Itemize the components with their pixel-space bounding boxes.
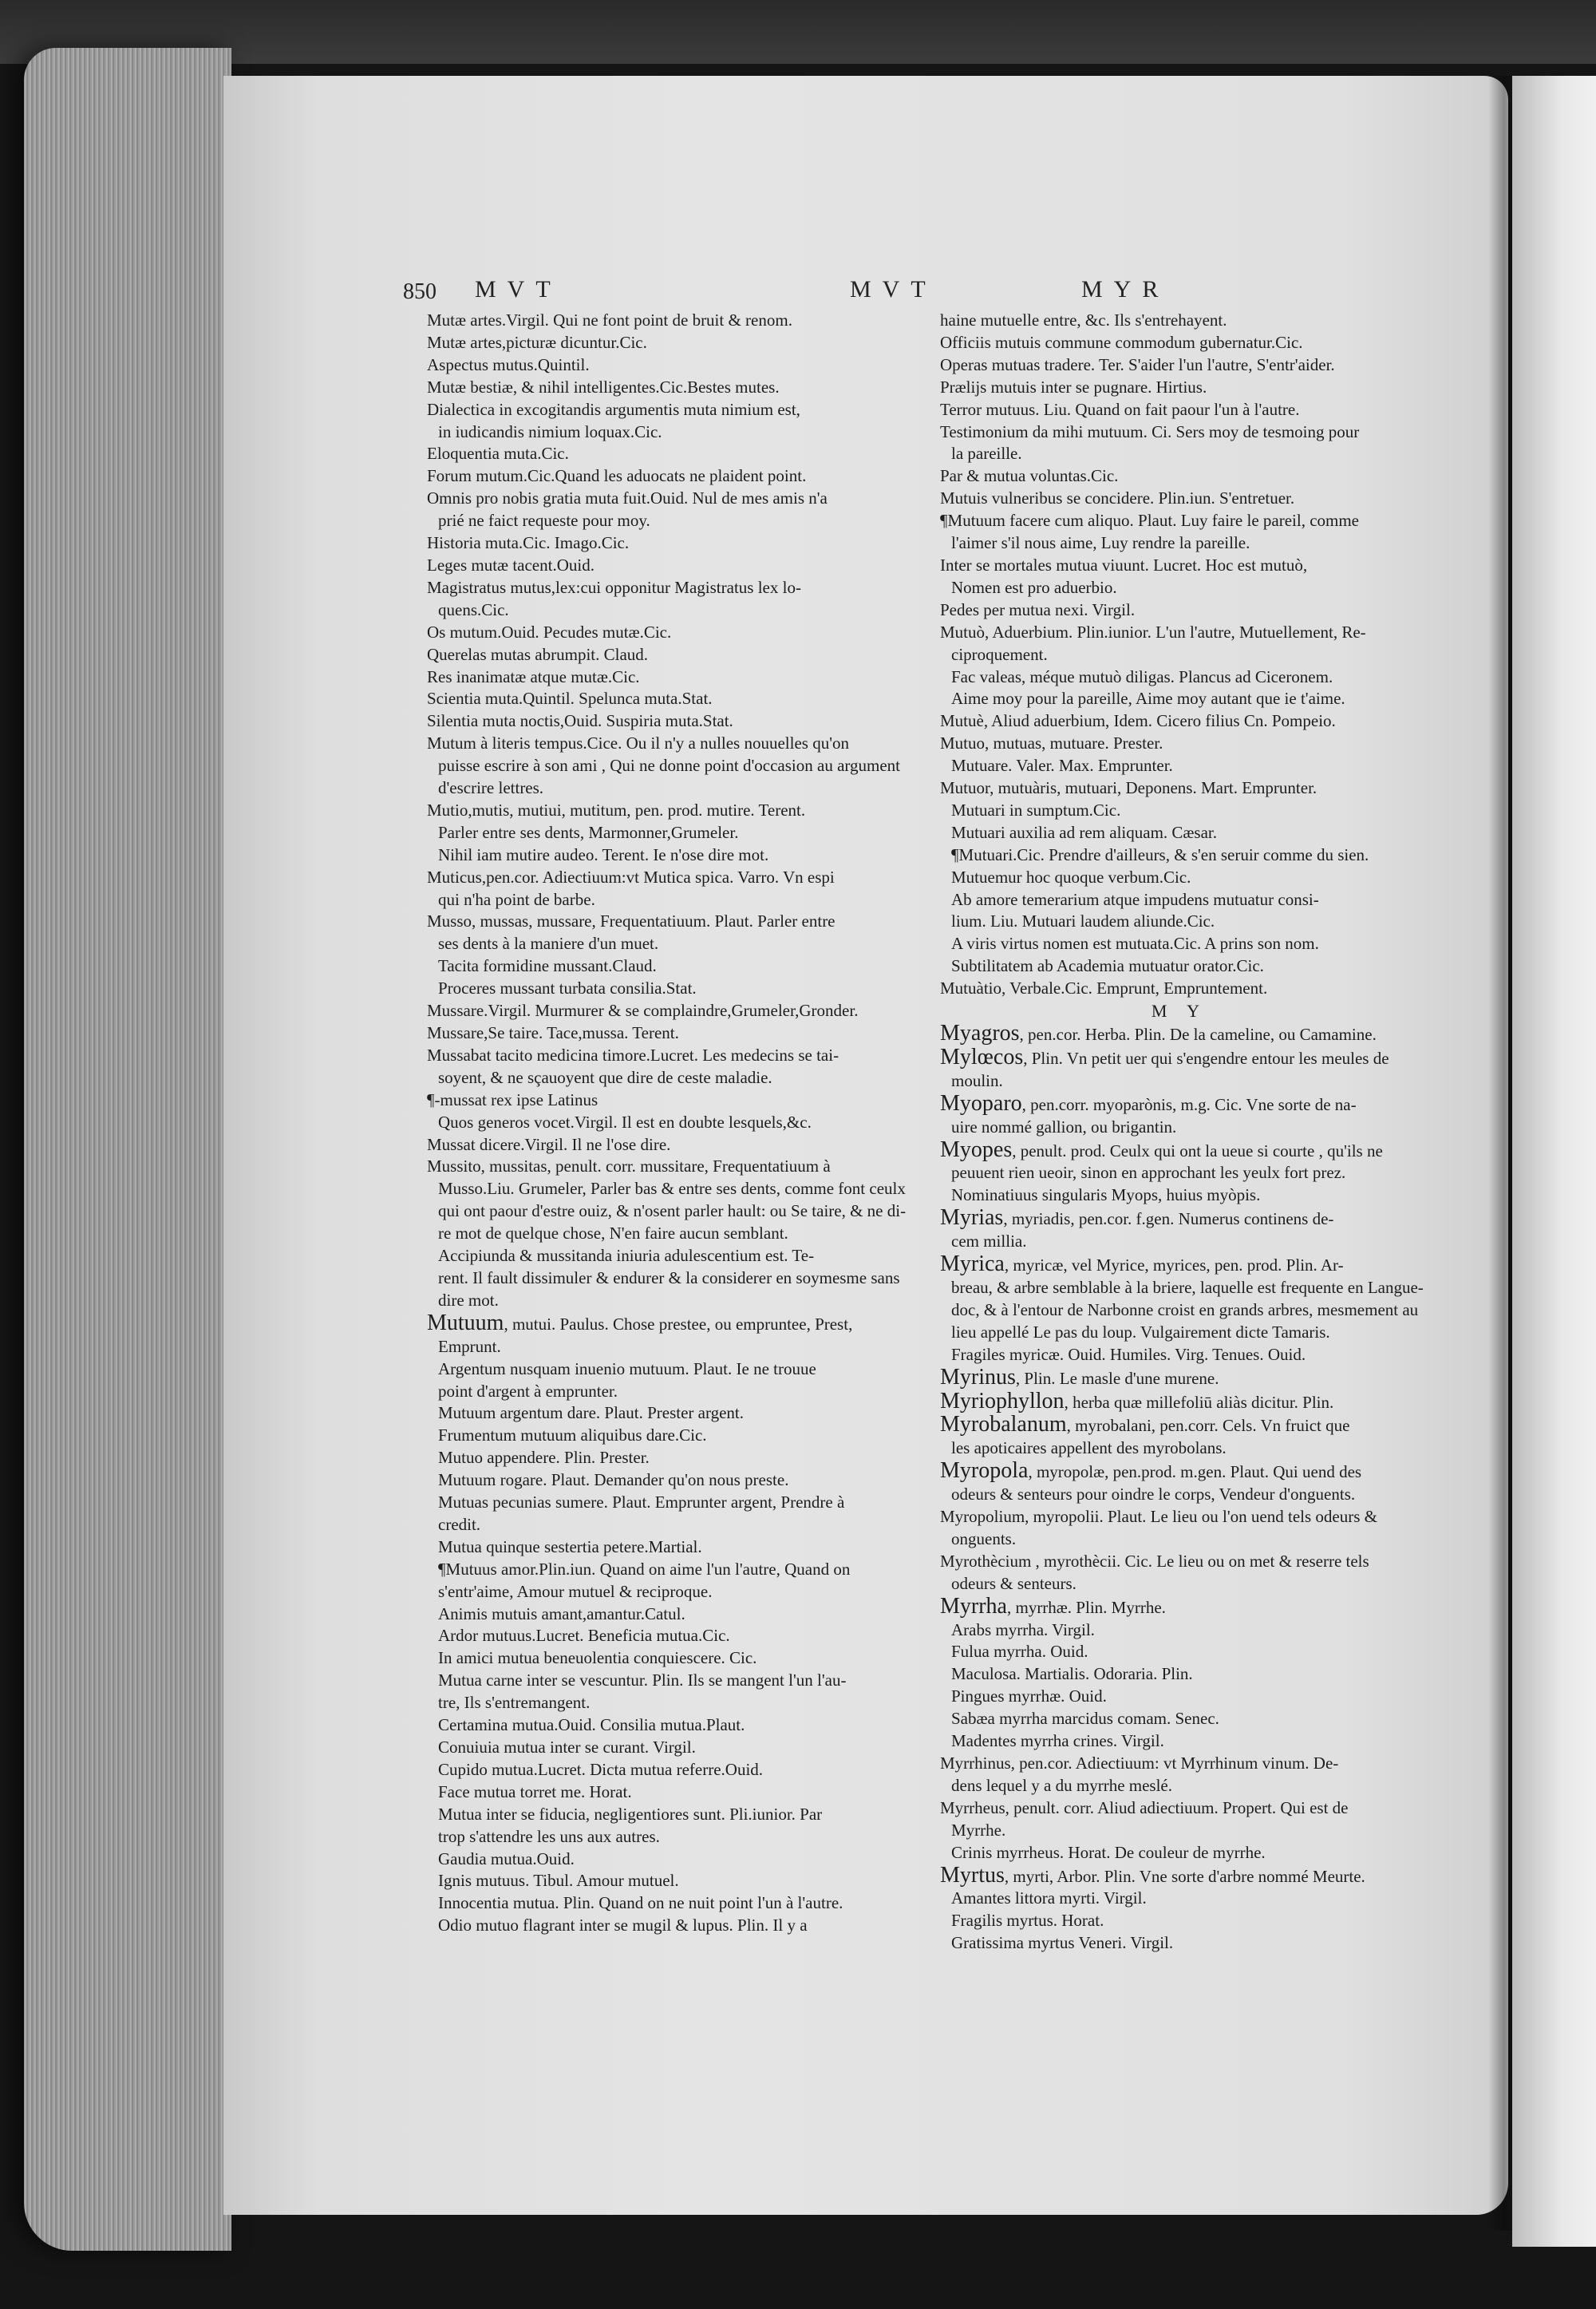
dictionary-headword-line: Myrias, myriadis, pen.cor. f.gen. Numerus continens de-	[940, 1205, 1334, 1231]
dictionary-line: Querelas mutas abrumpit. Claud.	[427, 644, 649, 664]
dictionary-line: breau, & arbre semblable à la briere, laquelle est frequente en Langue-	[951, 1277, 1424, 1297]
dictionary-line: Fragiles myricæ. Ouid. Humiles. Virg. Tenues. Ouid.	[951, 1344, 1306, 1364]
dictionary-line: Ab amore temerarium atque impudens mutuatur consi-	[951, 889, 1319, 909]
dictionary-line: ses dents à la maniere d'un muet.	[438, 934, 659, 954]
headword: Mutuum	[427, 1310, 504, 1335]
dictionary-line: Madentes myrrha crines. Virgil.	[951, 1731, 1164, 1751]
dictionary-line: Mutum à literis tempus.Cice. Ou il n'y a nulles nouuelles qu'on	[427, 733, 849, 753]
dictionary-line: Aime moy pour la pareille, Aime moy autant que ie t'aime.	[951, 689, 1345, 709]
dictionary-line: Res inanimatæ atque mutæ.Cic.	[427, 666, 640, 686]
dictionary-line: Mutæ artes.Virgil. Qui ne font point de bruit & renom.	[427, 310, 792, 330]
dictionary-line: cem millia.	[951, 1232, 1027, 1251]
dictionary-line: onguents.	[951, 1528, 1017, 1548]
dictionary-line: Myrrhinus, pen.cor. Adiectiuum: vt Myrrhinum vinum. De-	[940, 1753, 1339, 1773]
dictionary-line: Emprunt.	[438, 1336, 501, 1356]
dictionary-line: tre, Ils s'entremangent.	[438, 1693, 591, 1713]
dictionary-line: peuuent rien ueoir, sinon en approchant les yeulx fort prez.	[951, 1163, 1346, 1183]
dictionary-line: l'aimer s'il nous aime, Luy rendre la pareille.	[951, 533, 1250, 553]
running-head-left: MVT	[475, 276, 562, 302]
dictionary-line: trop s'attendre les uns aux autres.	[438, 1826, 660, 1846]
dictionary-line: Os mutum.Ouid. Pecudes mutæ.Cic.	[427, 622, 672, 642]
dictionary-line: ¶Mutuus amor.Plin.iun. Quand on aime l'un l'autre, Quand on	[438, 1559, 851, 1579]
dictionary-line: Certamina mutua.Ouid. Consilia mutua.Plaut.	[438, 1715, 745, 1735]
dictionary-line: Inter se mortales mutua viuunt. Lucret. Hoc est mutuò,	[940, 555, 1308, 575]
dictionary-line: Mutuum argentum dare. Plaut. Prester argent.	[438, 1403, 744, 1423]
headword: Myopes	[940, 1137, 1013, 1162]
dictionary-line: Aspectus mutus.Quintil.	[427, 354, 590, 374]
dictionary-headword-line: Myoparo, pen.corr. myoparònis, m.g. Cic. Vne sorte de na-	[940, 1090, 1357, 1116]
backdrop	[0, 0, 1596, 64]
dictionary-line: Fragilis myrtus. Horat.	[951, 1911, 1104, 1931]
dictionary-line: qui n'ha point de barbe.	[438, 889, 595, 909]
dictionary-line: Mussabat tacito medicina timore.Lucret. Les medecins se tai-	[427, 1045, 839, 1065]
running-head-center: MVT	[850, 276, 937, 302]
headword: Mylœcos	[940, 1044, 1024, 1069]
dictionary-line: Mutua quinque sestertia petere.Martial.	[438, 1536, 702, 1556]
dictionary-line: re mot de quelque chose, N'en faire aucun semblant.	[438, 1224, 788, 1243]
dictionary-line: rent. Il fault dissimuler & endurer & la considerer en soymesme sans	[438, 1267, 900, 1287]
dictionary-line: Testimonium da mihi mutuum. Ci. Sers moy de tesmoing pour	[940, 421, 1360, 441]
dictionary-headword-line: Myrica, myricæ, vel Myrice, myrices, pen. prod. Plin. Ar-	[940, 1251, 1344, 1277]
dictionary-line: Pingues myrrhæ. Ouid.	[951, 1686, 1107, 1706]
dictionary-line: Accipiunda & mussitanda iniuria adulescentium est. Te-	[438, 1246, 815, 1266]
headword: Myagros	[940, 1021, 1020, 1046]
dictionary-line: les apoticaires appellent des myrobolans.	[951, 1438, 1227, 1458]
dictionary-line: Conuiuia mutua inter se curant. Virgil.	[438, 1738, 696, 1757]
dictionary-line: Mussare,Se taire. Tace,mussa. Terent.	[427, 1023, 679, 1042]
dictionary-headword-line: Myagros, pen.cor. Herba. Plin. De la cameline, ou Camamine.	[940, 1021, 1377, 1046]
dictionary-line: Prælijs mutuis inter se pugnare. Hirtius.	[940, 377, 1207, 397]
dictionary-line: Mutuo appendere. Plin. Prester.	[438, 1448, 650, 1468]
dictionary-line: Magistratus mutus,lex:cui opponitur Magistratus lex lo-	[427, 577, 801, 597]
headword: Myrinus	[940, 1364, 1016, 1390]
dictionary-line: Muticus,pen.cor. Adiectiuum:vt Mutica spica. Varro. Vn espi	[427, 867, 835, 887]
dictionary-line: Argentum nusquam inuenio mutuum. Plaut. Ie ne trouue	[438, 1358, 816, 1378]
dictionary-line: lium. Liu. Mutuari laudem aliunde.Cic.	[951, 911, 1215, 931]
dictionary-line: Nominatiuus singularis Myops, huius myòpis.	[951, 1185, 1261, 1205]
dictionary-line: s'entr'aime, Amour mutuel & reciproque.	[438, 1581, 713, 1601]
dictionary-line: Scientia muta.Quintil. Spelunca muta.Stat.	[427, 689, 713, 709]
dictionary-line: d'escrire lettres.	[438, 778, 544, 798]
dictionary-line: Mutuè, Aliud aduerbium, Idem. Cicero filius Cn. Pompeio.	[940, 711, 1336, 731]
dictionary-line: Fulua myrrha. Ouid.	[951, 1642, 1088, 1662]
dictionary-line: quens.Cic.	[438, 599, 509, 619]
dictionary-line: Parler entre ses dents, Marmonner,Grumeler.	[438, 822, 739, 842]
dictionary-line: ¶Mutuari.Cic. Prendre d'ailleurs, & s'en seruir comme du sien.	[951, 844, 1369, 864]
dictionary-line: Mutuò, Aduerbium. Plin.iunior. L'un l'autre, Mutuellement, Re-	[940, 622, 1366, 642]
dictionary-line: Mutuare. Valer. Max. Emprunter.	[951, 756, 1173, 776]
dictionary-line: puisse escrire à son ami , Qui ne donne point d'occasion au argument	[438, 756, 900, 776]
dictionary-headword-line: Mylœcos, Plin. Vn petit uer qui s'engendre entour les meules de	[940, 1044, 1389, 1069]
dictionary-line: Innocentia mutua. Plin. Quand on ne nuit point l'un à l'autre.	[438, 1893, 843, 1913]
dictionary-headword-line: Myrtus, myrti, Arbor. Plin. Vne sorte d'arbre nommé Meurte.	[940, 1862, 1365, 1888]
dictionary-line: Gratissima myrtus Veneri. Virgil.	[951, 1933, 1174, 1953]
dictionary-line: Dialectica in excogitandis argumentis muta nimium est,	[427, 399, 800, 419]
dictionary-line: Terror mutuus. Liu. Quand on fait paour l'un à l'autre.	[940, 399, 1300, 419]
page-number: 850	[403, 279, 437, 304]
dictionary-line: Par & mutua voluntas.Cic.	[940, 466, 1119, 486]
dictionary-line: Mutuor, mutuàris, mutuari, Deponens. Mart. Emprunter.	[940, 778, 1317, 798]
dictionary-line: Mutio,mutis, mutiui, mutitum, pen. prod. mutire. Terent.	[427, 800, 806, 820]
dictionary-line: Quos generos vocet.Virgil. Il est en doubte lesquels,&c.	[438, 1112, 812, 1132]
dictionary-line: lieu appellé Le pas du loup. Vulgairement dicte Tamaris.	[951, 1322, 1330, 1342]
dictionary-headword-line: Myrobalanum, myrobalani, pen.corr. Cels. Vn fruict que	[940, 1412, 1350, 1437]
page-edges	[24, 48, 231, 2251]
dictionary-line: Mutuis vulneribus se concidere. Plin.iun. S'entretuer.	[940, 488, 1295, 508]
dictionary-line: Subtilitatem ab Academia mutuatur orator.Cic.	[951, 956, 1264, 976]
dictionary-line: Nomen est pro aduerbio.	[951, 577, 1117, 597]
dictionary-line: Officiis mutuis commune commodum gubernatur.Cic.	[940, 332, 1303, 352]
dictionary-line: Mutæ bestiæ, & nihil intelligentes.Cic.Bestes mutes.	[427, 377, 780, 397]
headword: Myrica	[940, 1251, 1005, 1277]
dictionary-line: Mussat dicere.Virgil. Il ne l'ose dire.	[427, 1134, 671, 1154]
dictionary-line: Mutuo, mutuas, mutuare. Prester.	[940, 733, 1163, 753]
dictionary-headword-line: Myrrha, myrrhæ. Plin. Myrrhe.	[940, 1593, 1166, 1619]
dictionary-line: Ignis mutuus. Tibul. Amour mutuel.	[438, 1871, 679, 1891]
dictionary-line: soyent, & ne sçauoyent que dire de ceste maladie.	[438, 1067, 772, 1087]
dictionary-line: Mutæ artes,picturæ dicuntur.Cic.	[427, 332, 647, 352]
dictionary-line: Cupido mutua.Lucret. Dicta mutua referre.Ouid.	[438, 1759, 764, 1779]
dictionary-line: dire mot.	[438, 1290, 499, 1310]
dictionary-line: Mutuas pecunias sumere. Plaut. Emprunter argent, Prendre à	[438, 1493, 845, 1512]
left-column	[427, 310, 906, 1937]
headword: Myropola	[940, 1458, 1029, 1484]
dictionary-line: uire nommé gallion, ou brigantin.	[951, 1117, 1177, 1137]
dictionary-line: Silentia muta noctis,Ouid. Suspiria muta.Stat.	[427, 711, 733, 731]
dictionary-headword-line: Mutuum, mutui. Paulus. Chose prestee, ou empruntee, Prest,	[427, 1310, 853, 1335]
dictionary-line: Sabæa myrrha marcidus comam. Senec.	[951, 1709, 1219, 1729]
dictionary-line: Tacita formidine mussant.Claud.	[438, 956, 657, 976]
facing-page-edge	[1512, 76, 1596, 2247]
dictionary-line: Mussito, mussitas, penult. corr. mussitare, Frequentatiuum à	[427, 1156, 831, 1176]
dictionary-line: moulin.	[951, 1070, 1003, 1090]
dictionary-line: Historia muta.Cic. Imago.Cic.	[427, 533, 630, 553]
dictionary-line: in iudicandis nimium loquax.Cic.	[438, 421, 662, 441]
dictionary-headword-line: Myopes, penult. prod. Ceulx qui ont la ueue si courte , qu'ils ne	[940, 1137, 1383, 1162]
dictionary-line: Leges mutæ tacent.Ouid.	[427, 555, 595, 575]
dictionary-line: ciproquement.	[951, 644, 1048, 664]
dictionary-line: odeurs & senteurs.	[951, 1573, 1077, 1593]
page-header	[403, 270, 1361, 302]
dictionary-line: Fac valeas, méque mutuò diligas. Plancus ad Ciceronem.	[951, 666, 1333, 686]
dictionary-line: Ardor mutuus.Lucret. Beneficia mutua.Cic.	[438, 1626, 730, 1646]
dictionary-line: Pedes per mutua nexi. Virgil.	[940, 599, 1136, 619]
dictionary-line: qui ont paour d'estre ouiz, & n'osent parler hault: ou Se taire, & ne di-	[438, 1201, 907, 1221]
dictionary-line: Crinis myrrheus. Horat. De couleur de myrrhe.	[951, 1842, 1266, 1862]
dictionary-line: point d'argent à emprunter.	[438, 1381, 618, 1401]
dictionary-line: Mutua carne inter se vescuntur. Plin. Ils se mangent l'un l'au-	[438, 1670, 847, 1690]
dictionary-headword-line: Myriophyllon, herba quæ millefoliū aliàs dicitur. Plin.	[940, 1388, 1334, 1413]
dictionary-line: Amantes littora myrti. Virgil.	[951, 1888, 1147, 1908]
dictionary-line: Myropolium, myropolii. Plaut. Le lieu ou l'on uend tels odeurs &	[940, 1507, 1377, 1527]
dictionary-line: Odio mutuo flagrant inter se mugil & lupus. Plin. Il y a	[438, 1916, 808, 1935]
dictionary-line: ¶-mussat rex ipse Latinus	[427, 1089, 598, 1109]
dictionary-headword-line: Myropola, myropolæ, pen.prod. m.gen. Plaut. Qui uend des	[940, 1458, 1362, 1484]
running-head-right: MYR	[1081, 276, 1170, 302]
headword: Myriophyllon	[940, 1388, 1065, 1413]
dictionary-line: ¶Mutuum facere cum aliquo. Plaut. Luy faire le pareil, comme	[940, 511, 1359, 531]
dictionary-line: Frumentum mutuum aliquibus dare.Cic.	[438, 1425, 707, 1445]
dictionary-line: Nihil iam mutire audeo. Terent. Ie n'ose dire mot.	[438, 844, 769, 864]
dictionary-line: In amici mutua beneuolentia conquiescere. Cic.	[438, 1648, 757, 1668]
dictionary-line: Mutuàtio, Verbale.Cic. Emprunt, Empruntement.	[940, 979, 1268, 998]
dictionary-headword-line: Myrinus, Plin. Le masle d'une murene.	[940, 1364, 1219, 1390]
dictionary-line: Myrrheus, penult. corr. Aliud adiectiuum. Propert. Qui est de	[940, 1797, 1349, 1817]
dictionary-line: odeurs & senteurs pour oindre le corps, Vendeur d'onguents.	[951, 1485, 1356, 1504]
headword: Myrias	[940, 1205, 1004, 1231]
dictionary-line: Mutuum rogare. Plaut. Demander qu'on nous preste.	[438, 1470, 789, 1490]
headword: Myrtus	[940, 1862, 1005, 1888]
dictionary-line: A viris virtus nomen est mutuata.Cic. A prins son nom.	[951, 934, 1319, 954]
headword: Myrobalanum	[940, 1412, 1067, 1437]
dictionary-line: Mutua inter se fiducia, negligentiores sunt. Pli.iunior. Par	[438, 1804, 823, 1824]
right-column	[940, 310, 1424, 1955]
dictionary-line: Mutuari auxilia ad rem aliquam. Cæsar.	[951, 822, 1218, 842]
dictionary-line: Mussare.Virgil. Murmurer & se complaindre,Grumeler,Gronder.	[427, 1001, 859, 1021]
dictionary-line: Myrothècium , myrothècii. Cic. Le lieu ou on met & reserre tels	[940, 1551, 1369, 1571]
dictionary-line: doc, & à l'entour de Narbonne croist en grands arbres, mesmement au	[951, 1299, 1419, 1319]
dictionary-line: Gaudia mutua.Ouid.	[438, 1848, 575, 1868]
dictionary-line: Omnis pro nobis gratia muta fuit.Ouid. Nul de mes amis n'a	[427, 488, 828, 508]
dictionary-line: Mutuari in sumptum.Cic.	[951, 800, 1121, 820]
dictionary-line: Myrrhe.	[951, 1820, 1006, 1840]
dictionary-line: haine mutuelle entre, &c. Ils s'entrehayent.	[940, 310, 1227, 330]
dictionary-line: Arabs myrrha. Virgil.	[951, 1619, 1095, 1639]
dictionary-line: Forum mutum.Cic.Quand les aduocats ne plaident point.	[427, 466, 807, 486]
dictionary-line: prié ne faict requeste pour moy.	[438, 511, 650, 531]
dictionary-line: Animis mutuis amant,amantur.Catul.	[438, 1603, 685, 1623]
section-letter: M Y	[1151, 1001, 1208, 1022]
dictionary-line: Proceres mussant turbata consilia.Stat.	[438, 979, 697, 998]
dictionary-line: Operas mutuas tradere. Ter. S'aider l'un l'autre, S'entr'aider.	[940, 354, 1335, 374]
headword: Myoparo	[940, 1090, 1022, 1116]
dictionary-line: Maculosa. Martialis. Odoraria. Plin.	[951, 1664, 1193, 1684]
dictionary-line: Eloquentia muta.Cic.	[427, 444, 569, 464]
dictionary-line: Musso, mussas, mussare, Frequentatiuum. Plaut. Parler entre	[427, 911, 836, 931]
headword: Myrrha	[940, 1593, 1007, 1619]
dictionary-line: dens lequel y a du myrrhe meslé.	[951, 1775, 1172, 1795]
dictionary-line: credit.	[438, 1514, 481, 1534]
dictionary-line: Face mutua torret me. Horat.	[438, 1781, 632, 1801]
dictionary-line: la pareille.	[951, 444, 1022, 464]
dictionary-line: Mutuemur hoc quoque verbum.Cic.	[951, 867, 1191, 887]
dictionary-line: Musso.Liu. Grumeler, Parler bas & entre ses dents, comme font ceulx	[438, 1179, 906, 1199]
